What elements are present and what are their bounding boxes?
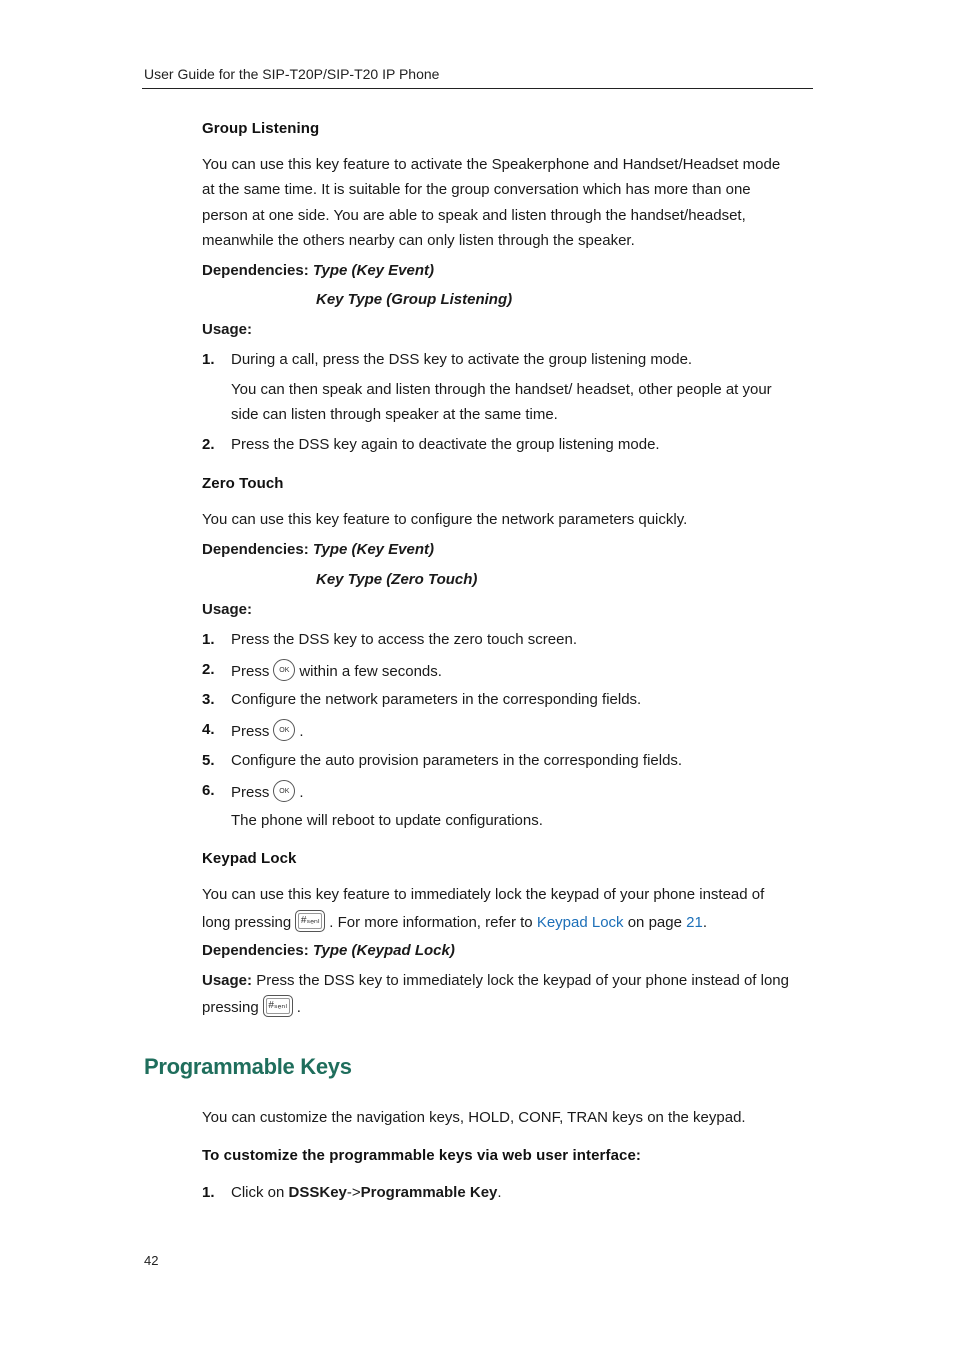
gl-dependency-1: Type (Key Event) [312, 262, 435, 279]
page-number: 42 [144, 1253, 159, 1268]
gl-step-1-note: side can listen through speaker at the same time. [231, 406, 558, 423]
zero-touch-heading: Zero Touch [202, 475, 284, 492]
ok-key-icon: OK [273, 719, 295, 741]
zt-step-number: 6. [202, 782, 215, 799]
gl-dependencies [202, 262, 434, 279]
kl-desc-line-2: long pressing #ₛₑₙₗ . For more information, refer to Keypad Lock on page 21. [202, 912, 707, 934]
usage-label: Usage: [202, 972, 253, 989]
gl-step-number: 2. [202, 436, 215, 453]
zt-step-number: 5. [202, 752, 215, 769]
kl-usage-line-1: Usage: Press the DSS key to immediately lock the keypad of your phone instead of long [202, 972, 789, 989]
gl-desc-line: meanwhile the others nearby can only listen through the speaker. [202, 231, 635, 249]
zt-step-3: Configure the network parameters in the corresponding fields. [231, 691, 642, 708]
gl-step-1: During a call, press the DSS key to activate the group listening mode. [231, 351, 693, 368]
zt-step-number: 3. [202, 691, 215, 708]
gl-step-2: Press the DSS key again to deactivate the group listening mode. [231, 436, 660, 453]
zt-dependencies [202, 541, 434, 558]
zt-usage-label: Usage: [202, 601, 253, 618]
kl-dependency-1: Type (Keypad Lock) [312, 942, 455, 959]
gl-dependency-2: Key Type (Group Listening) [316, 291, 513, 308]
zt-step-number: 1. [202, 631, 215, 648]
pk-description: You can customize the navigation keys, HOLD, CONF, TRAN keys on the keypad. [202, 1109, 746, 1126]
hash-key-icon: #ₛₑₙₗ [295, 910, 325, 932]
ok-key-icon: OK [273, 780, 295, 802]
gl-desc-line: You can use this key feature to activate the Speakerphone and Handset/Headset mode [202, 156, 781, 173]
dependencies-label: Dependencies: [202, 262, 309, 279]
page-link[interactable]: 21 [686, 913, 703, 931]
pk-step-number: 1. [202, 1184, 215, 1201]
zt-step-1: Press the DSS key to access the zero touch screen. [231, 631, 577, 648]
keypad-lock-link[interactable]: Keypad Lock [536, 913, 624, 931]
zero-touch-description: You can use this key feature to configure the network parameters quickly. [202, 511, 688, 528]
pk-step-1: Click on DSSKey->Programmable Key. [231, 1184, 502, 1201]
zt-step-6: Press OK . [231, 782, 304, 804]
zt-final-note: The phone will reboot to update configurations. [231, 812, 543, 829]
gl-step-1-note: You can then speak and listen through the handset/ headset, other people at your [231, 381, 772, 398]
ok-key-icon: OK [273, 659, 295, 681]
kl-usage-line-2: pressing #ₛₑₙₗ . [202, 997, 301, 1019]
zt-step-4: Press OK . [231, 721, 304, 743]
zt-step-number: 2. [202, 661, 215, 678]
gl-step-number: 1. [202, 351, 215, 368]
menu-dsskey: DSSKey [288, 1184, 347, 1201]
group-listening-heading: Group Listening [202, 120, 320, 137]
gl-desc-line: person at one side. You are able to speak and listen through the handset/headset, [202, 206, 746, 224]
zt-step-5: Configure the auto provision parameters in the corresponding fields. [231, 752, 683, 769]
zt-dependency-1: Type (Key Event) [312, 541, 435, 558]
gl-usage-label: Usage: [202, 321, 253, 338]
zt-dependency-2: Key Type (Zero Touch) [316, 571, 478, 588]
zt-step-number: 4. [202, 721, 215, 738]
pk-procedure-heading: To customize the programmable keys via web user interface: [202, 1147, 641, 1164]
dependencies-label: Dependencies: [202, 541, 309, 558]
zt-step-2: Press OK within a few seconds. [231, 661, 442, 683]
programmable-keys-heading: Programmable Keys [144, 1054, 352, 1079]
menu-programmable-key: Programmable Key [360, 1184, 498, 1201]
running-header: User Guide for the SIP-T20P/SIP-T20 IP Phone [144, 66, 440, 82]
hash-key-icon: #ₛₑₙₗ [263, 995, 293, 1017]
group-listening-description [202, 152, 814, 253]
keypad-lock-heading: Keypad Lock [202, 850, 297, 867]
kl-dependencies [202, 942, 455, 959]
gl-desc-line: at the same time. It is suitable for the group conversation which has more than one [202, 181, 751, 199]
header-rule [142, 88, 813, 89]
dependencies-label: Dependencies: [202, 942, 309, 959]
kl-desc-line-1: You can use this key feature to immediately lock the keypad of your phone instead of [202, 886, 765, 903]
